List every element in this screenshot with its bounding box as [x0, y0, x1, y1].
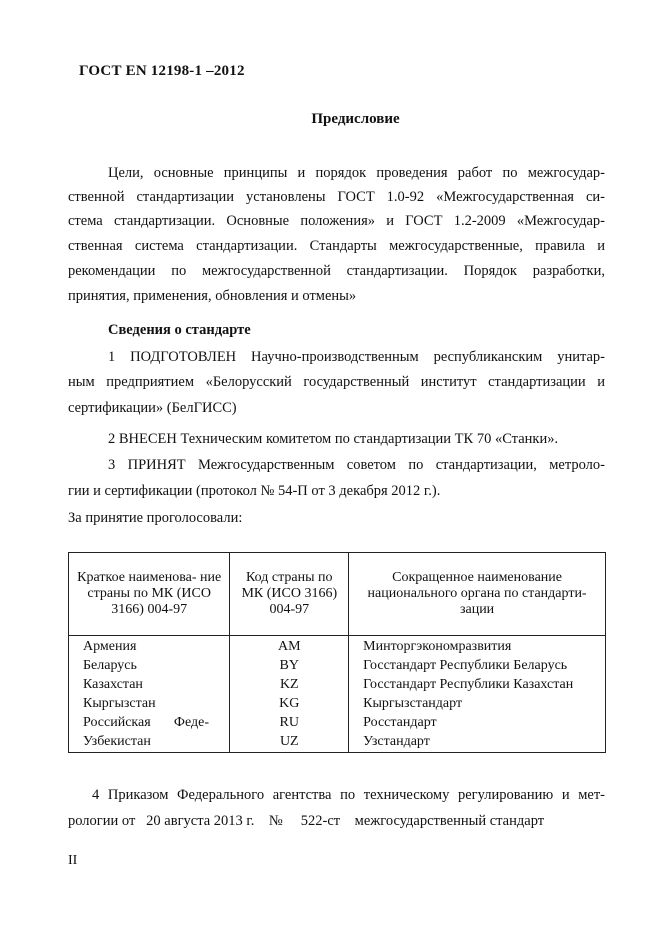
cell-body: Госстандарт Республики Казахстан — [349, 675, 606, 694]
column-header-body: Сокращенное наименование национального органа по стандарти- зации — [349, 553, 606, 636]
cell-body: Кыргызстандарт — [349, 694, 606, 713]
cell-code: KG — [230, 694, 349, 713]
cell-country: Беларусь — [69, 656, 230, 675]
item4-line-2: рологии от 20 августа 2013 г. № 522-ст межгосударственный стандарт — [68, 813, 545, 829]
cell-code: RU — [230, 713, 349, 732]
item1-line-3: сертификации» (БелГИСС) — [68, 400, 237, 416]
cell-code: AM — [230, 636, 349, 657]
cell-country: Кыргызстан — [69, 694, 230, 713]
document-code: ГОСТ EN 12198-1 –2012 — [79, 63, 245, 79]
intro-line-5: рекомендации по межгосударственной стандартизации. Порядок разработки, — [68, 263, 605, 279]
cell-country: Узбекистан — [69, 732, 230, 753]
table-header-row — [69, 553, 606, 636]
cell-body: Росстандарт — [349, 713, 606, 732]
cell-code: KZ — [230, 675, 349, 694]
voting-countries-table — [68, 552, 606, 753]
intro-line-2: ственной стандартизации установлены ГОСТ 1.0-92 «Межгосударственная си- — [68, 189, 605, 205]
page-title: Предисловие — [311, 111, 400, 127]
voted-label: За принятие проголосовали: — [68, 510, 243, 526]
column-header-code: Код страны по МК (ИСО 3166) 004-97 — [230, 553, 349, 636]
item2-line: 2 ВНЕСЕН Техническим комитетом по стандартизации ТК 70 «Станки». — [108, 431, 559, 447]
table-row — [69, 694, 606, 713]
cell-country: Казахстан — [69, 675, 230, 694]
item3-line-2: гии и сертификации (протокол № 54-П от 3 декабря 2012 г.). — [68, 483, 441, 499]
column-header-country: Краткое наименова- ние страны по МК (ИСО 3166) 004-97 — [69, 553, 230, 636]
section-heading: Сведения о стандарте — [108, 322, 251, 338]
cell-body: Узстандарт — [349, 732, 606, 753]
cell-country-part-1: Российская — [83, 715, 151, 730]
item1-line-1: 1 ПОДГОТОВЛЕН Научно-производственным республиканским унитар- — [108, 349, 605, 365]
cell-country: Армения — [69, 636, 230, 657]
table-row — [69, 636, 606, 657]
item1-line-2: ным предприятием «Белорусский государственный институт стандартизации и — [68, 374, 605, 390]
cell-country — [69, 713, 230, 732]
cell-code: UZ — [230, 732, 349, 753]
intro-line-6: принятия, применения, обновления и отмены» — [68, 288, 357, 304]
page-number: II — [68, 853, 78, 868]
table-row — [69, 713, 606, 732]
cell-body: Госстандарт Республики Беларусь — [349, 656, 606, 675]
cell-country-part-2: Феде- — [173, 715, 209, 730]
cell-code: BY — [230, 656, 349, 675]
table-row — [69, 732, 606, 753]
cell-body: Минторгэкономразвития — [349, 636, 606, 657]
item4-line-1: 4 Приказом Федерального агентства по техническому регулированию и мет- — [92, 787, 605, 803]
table-row — [69, 656, 606, 675]
intro-line-4: ственная система стандартизации. Стандарты межгосударственные, правила и — [68, 238, 605, 254]
table-row — [69, 675, 606, 694]
item3-line-1: 3 ПРИНЯТ Межгосударственным советом по стандартизации, метроло- — [108, 457, 605, 473]
intro-line-1: Цели, основные принципы и порядок проведения работ по межгосудар- — [108, 165, 605, 181]
intro-line-3: стема стандартизации. Основные положения» и ГОСТ 1.2-2009 «Межгосудар- — [68, 213, 605, 229]
